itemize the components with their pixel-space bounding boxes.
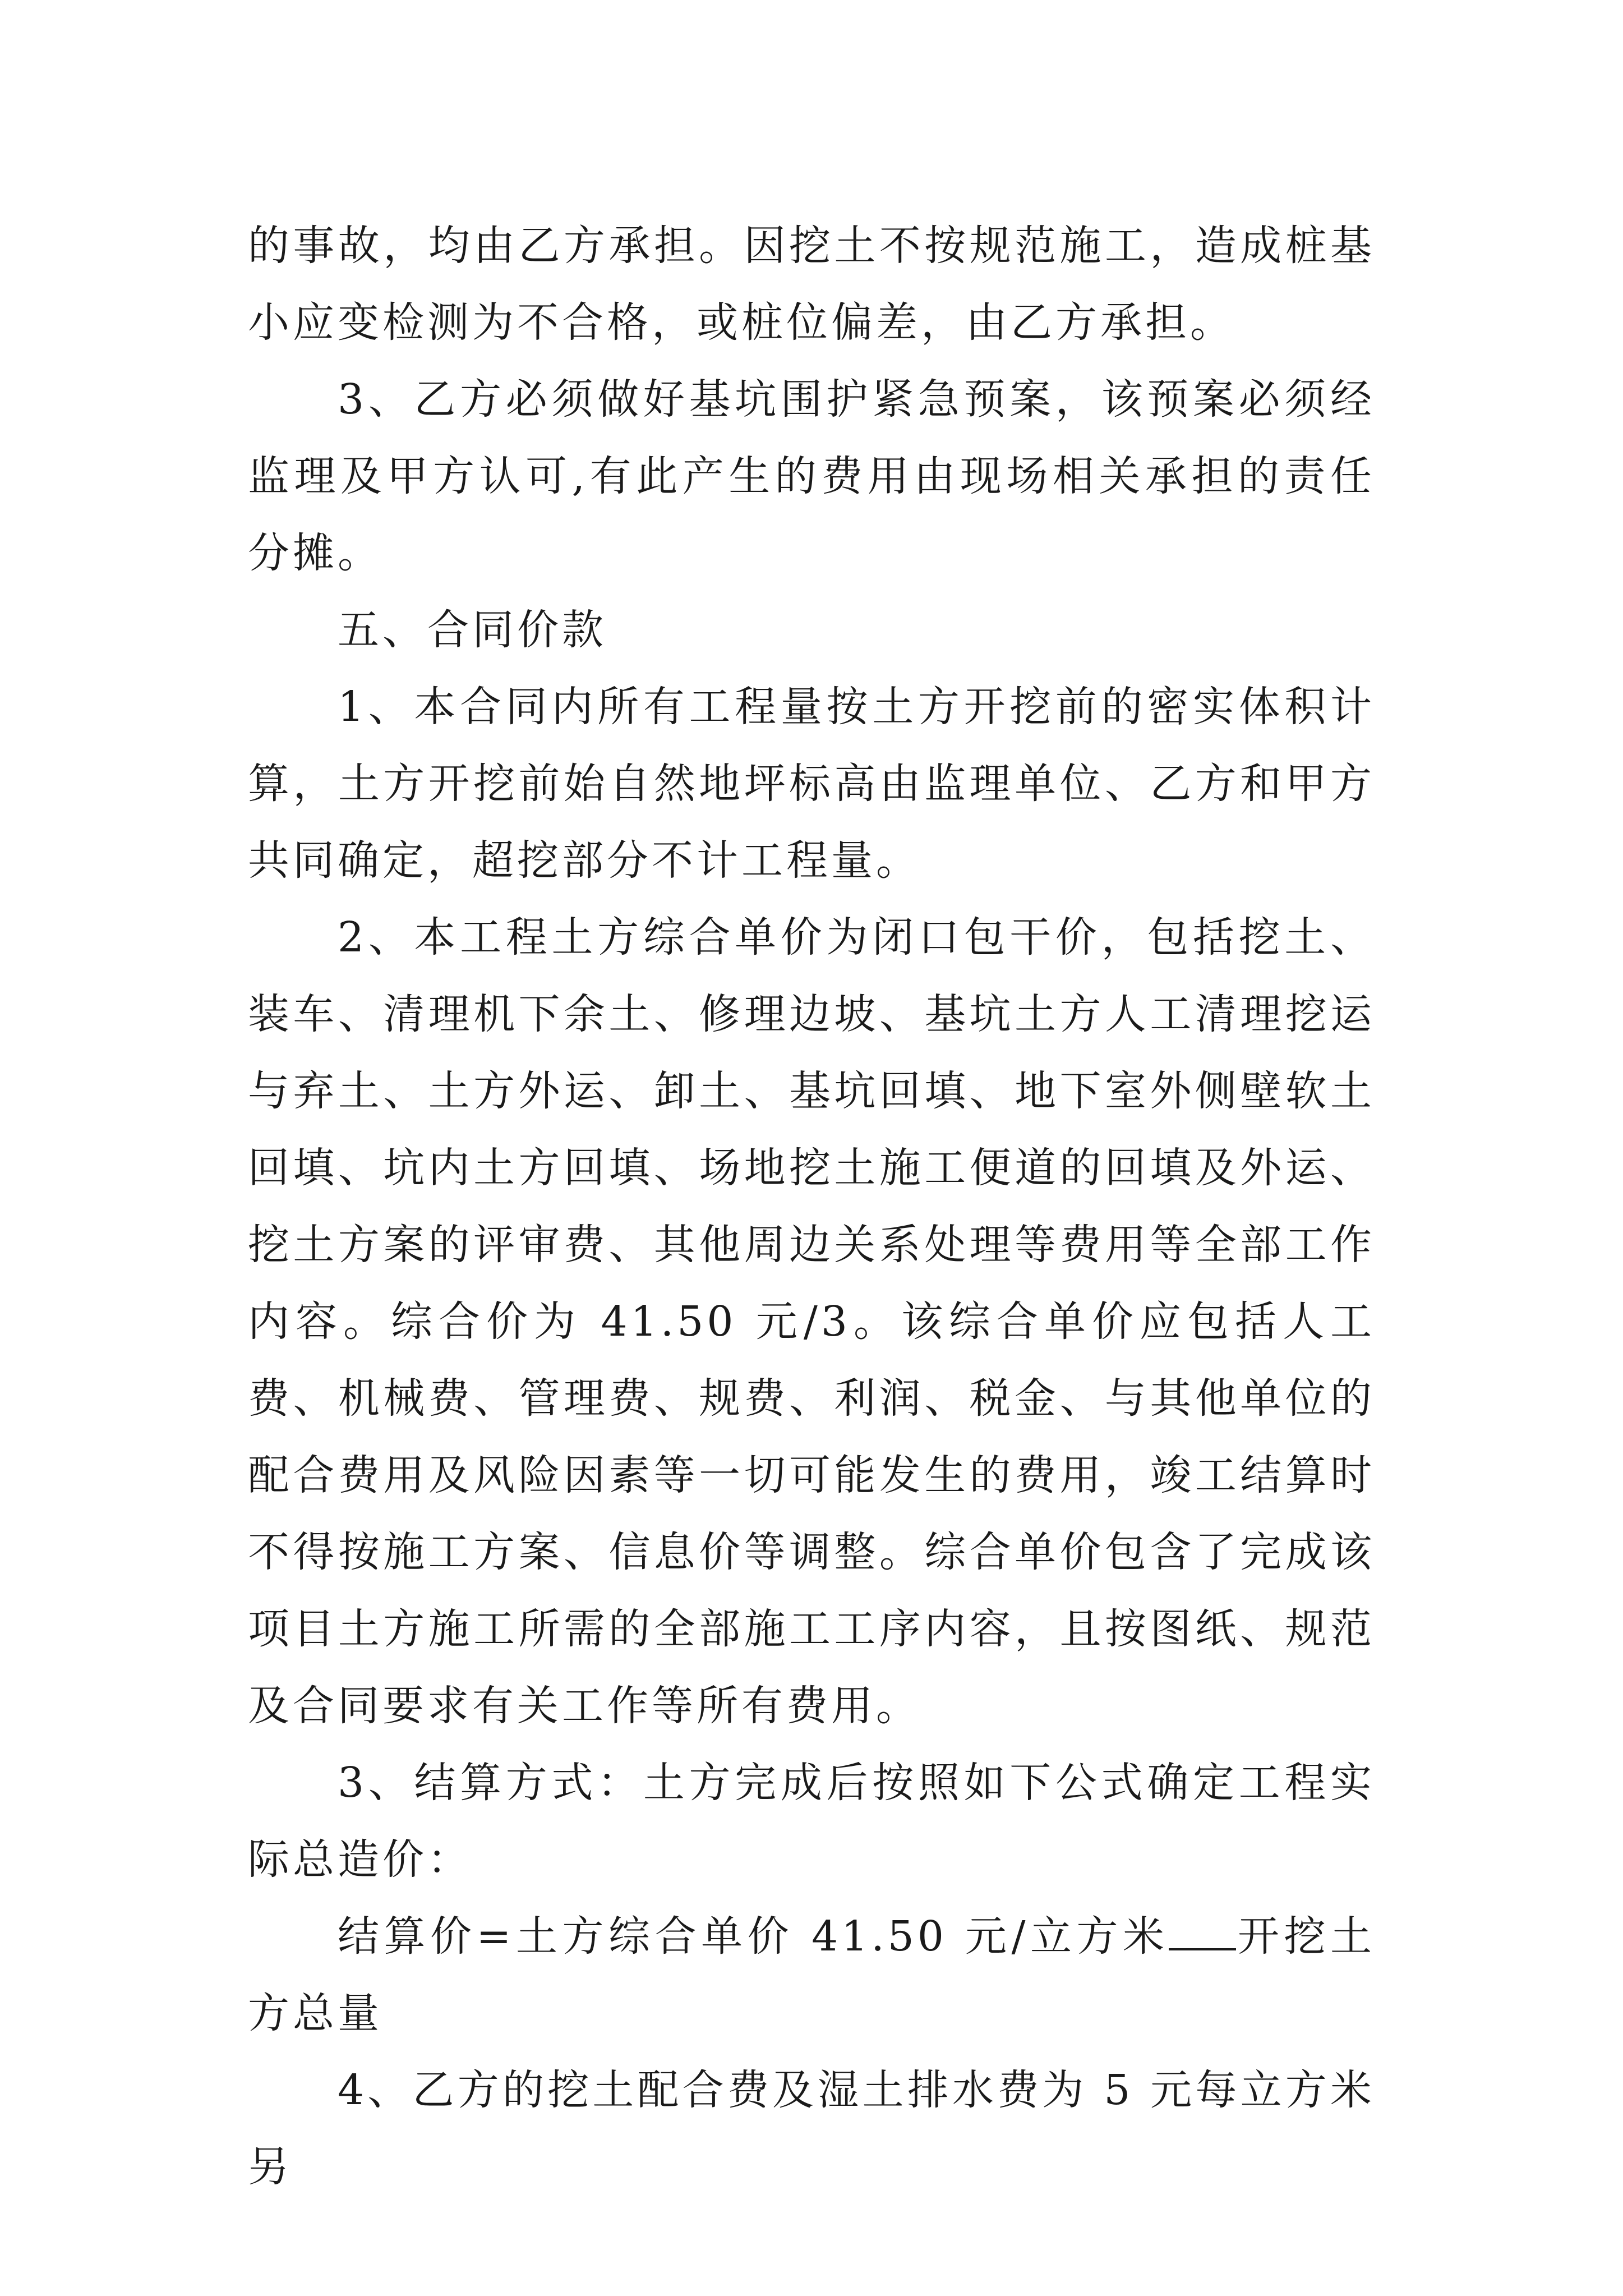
paragraph-clause-5-1: 1、本合同内所有工程量按土方开挖前的密实体积计算，土方开挖前始自然地坪标高由监理单位、乙方和甲方共同确定，超挖部分不计工程量。 [248, 683, 1375, 885]
formula-left: 结算价=土方综合单价 41.50 元/立方米 [338, 1912, 1169, 1961]
formula-blank-line [1169, 1912, 1236, 1950]
paragraph-clause-5-3: 3、结算方式：土方完成后按照如下公式确定工程实际总造价： [248, 1759, 1375, 1884]
paragraph-clause-5-2: 2、本工程土方综合单价为闭口包干价，包括挖土、装车、清理机下余土、修理边坡、基坑土方人工清理挖运与弃土、土方外运、卸土、基坑回填、地下室外侧壁软土回填、坑内土方回填、场地挖土施工便道的回填及外运、挖土方案的评审费、其他周边关系处理等费用等全部工作内容。综合价为 41.50 元/3。该综合单价应包括人工费、机械费、管理费、规费、利润、税金、与其他单位的配合费用及风险因素等一切可能发生的费用，竣工结算时不得按施工方案、信息价等调整。综合单价包含了完成该项目土方施工所需的全部施工工序内容，且按图纸、规范及合同要求有关工作等所有费用。 [248, 913, 1375, 1730]
paragraph-clause-4-3: 3、乙方必须做好基坑围护紧急预案，该预案必须经监理及甲方认可,有此产生的费用由现场相关承担的责任分摊。 [248, 375, 1375, 577]
document-body [248, 208, 1375, 2206]
formula-right: 开挖土方总量 [248, 1912, 1376, 2037]
paragraph-clause-5-4: 4、乙方的挖土配合费及湿土排水费为 5 元每立方米另 [248, 2066, 1375, 2191]
section-heading-contract-price: 五、合同价款 [338, 606, 607, 654]
paragraph-continuation: 的事故，均由乙方承担。因挖土不按规范施工，造成桩基小应变检测为不合格，或桩位偏差，由乙方承担。 [248, 222, 1375, 347]
settlement-formula [248, 1898, 1375, 2052]
